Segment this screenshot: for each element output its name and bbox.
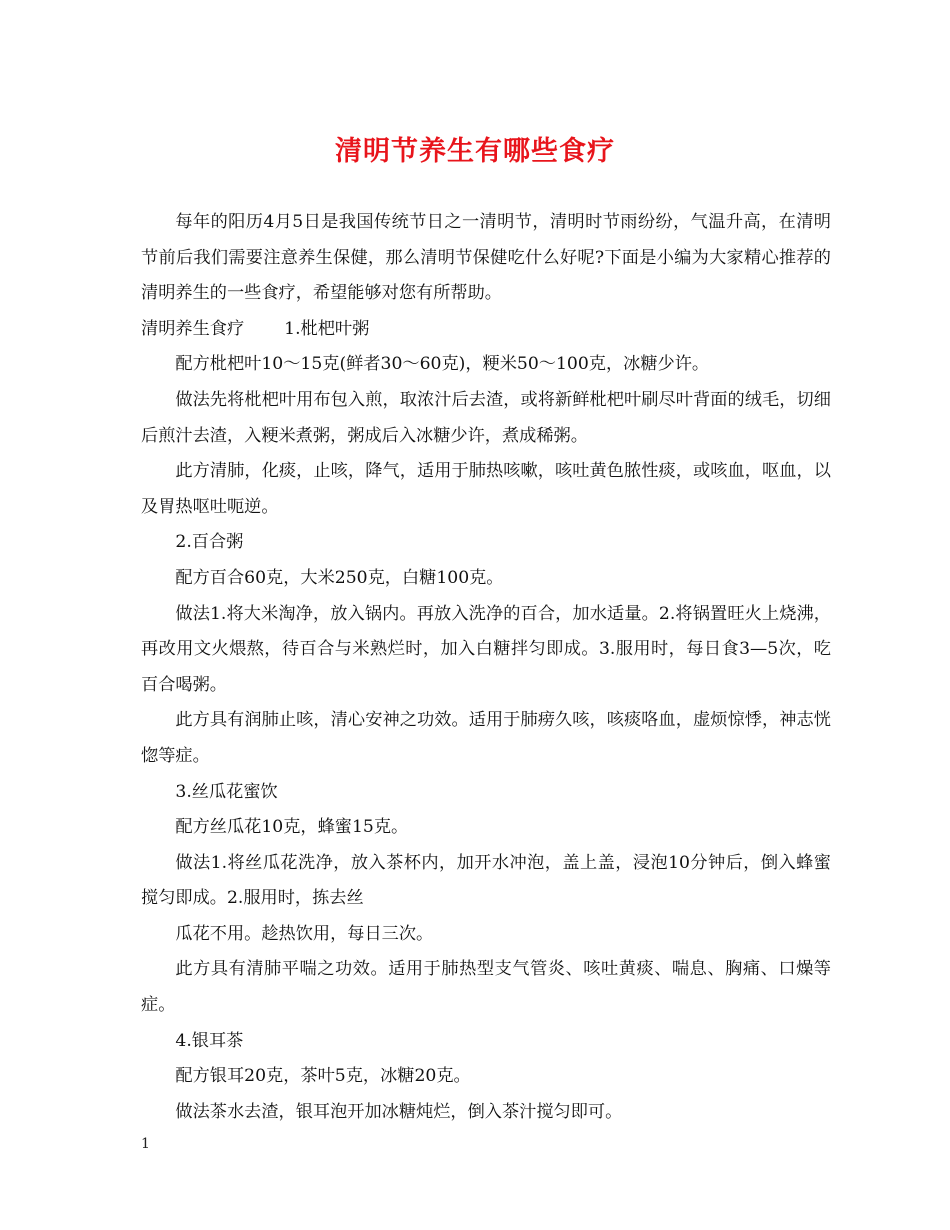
item3-method-continued: 瓜花不用。趁热饮用，每日三次。 (175, 923, 434, 944)
item2-effect: 此方具有润肺止咳，清心安神之功效。适用于肺痨久咳，咳痰咯血，虚烦惊悸，神志恍惚等症。 (141, 710, 831, 766)
item3-title: 3.丝瓜花蜜饮 (175, 781, 278, 802)
document-title: 清明节养生有哪些食疗 (335, 136, 615, 167)
document-body (141, 205, 831, 1130)
paragraph-intro: 每年的阳历4月5日是我国传统节日之一清明节，清明时节雨纷纷，气温升高，在清明节前后我们需要注意养生保健，那么清明节保健吃什么好呢?下面是小编为大家精心推荐的清明养生的一些食疗，希望能够对您有所帮助。 (141, 212, 831, 304)
item3-method: 做法1.将丝瓜花洗净，放入茶杯内，加开水冲泡，盖上盖，浸泡10分钟后，倒入蜂蜜搅匀即成。2.服用时，拣去丝 (141, 852, 831, 909)
page-number: 1 (141, 1136, 150, 1152)
section-heading-label: 清明养生食疗 (141, 318, 245, 339)
section-heading (141, 312, 831, 348)
item4-recipe: 配方银耳20克，茶叶5克，冰糖20克。 (175, 1066, 471, 1087)
item2-recipe: 配方百合60克，大米250克，白糖100克。 (175, 567, 504, 588)
item1-effect: 此方清肺，化痰，止咳，降气，适用于肺热咳嗽，咳吐黄色脓性痰，或咳血，呕血，以及胃热呕吐呃逆。 (141, 461, 831, 517)
item1-method: 做法先将枇杷叶用布包入煎，取浓汁后去渣，或将新鲜枇杷叶刷尽叶背面的绒毛，切细后煎汁去渣，入粳米煮粥，粥成后入冰糖少许，煮成稀粥。 (141, 389, 831, 446)
item4-title: 4.银耳茶 (175, 1030, 244, 1051)
item1-recipe: 配方枇杷叶10～15克(鲜者30～60克)，粳米50～100克，冰糖少许。 (175, 354, 710, 375)
item3-effect: 此方具有清肺平喘之功效。适用于肺热型支气管炎、咳吐黄痰、喘息、胸痛、口燥等症。 (141, 959, 831, 1016)
item4-method: 做法茶水去渣，银耳泡开加冰糖炖烂，倒入茶汁搅匀即可。 (175, 1101, 623, 1122)
item2-method: 做法1.将大米淘净，放入锅内。再放入洗净的百合，加水适量。2.将锅置旺火上烧沸，再改用文火煨熬，待百合与米熟烂时，加入白糖拌匀即成。3.服用时，每日食3—5次，吃百合喝粥。 (141, 603, 831, 695)
item2-title: 2.百合粥 (175, 532, 244, 553)
item1-title: 1.枇杷叶粥 (284, 318, 370, 339)
item3-recipe: 配方丝瓜花10克，蜂蜜15克。 (175, 817, 409, 838)
